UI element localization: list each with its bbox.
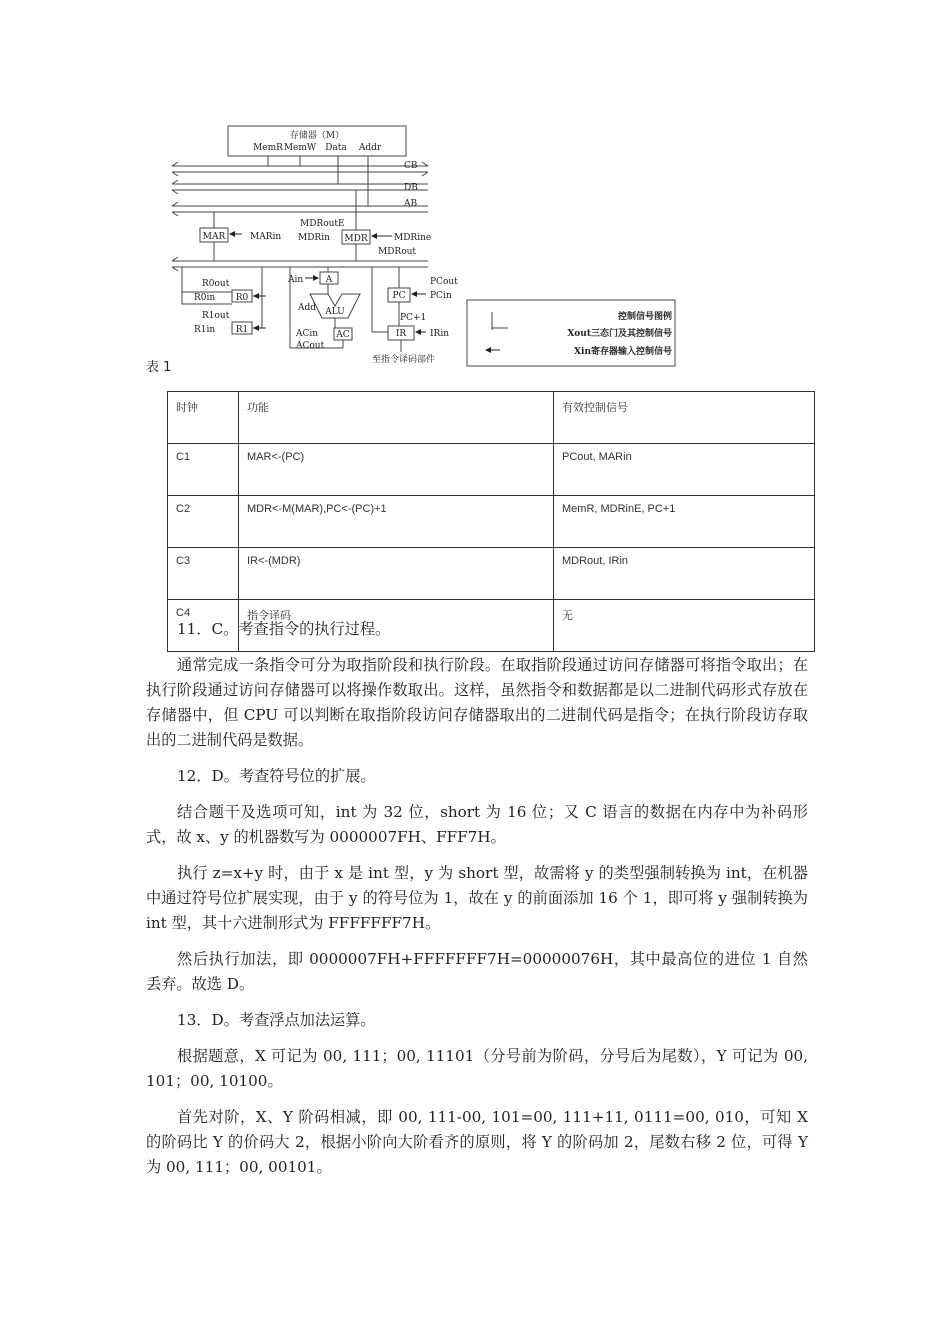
table-row	[168, 496, 815, 548]
legend-title: 控制信号图例	[617, 312, 672, 322]
r1-label: R1	[235, 325, 249, 335]
cell-signals: MemR, MDRinE, PC+1	[554, 496, 815, 548]
bus-ab-label: AB	[404, 199, 418, 209]
sig-mdroute: MDRoutE	[300, 219, 345, 229]
mdr-label: MDR	[344, 234, 368, 244]
paragraph: 结合题干及选项可知，int 为 32 位，short 为 16 位；又 C 语言的数据在内存中为补码形式，故 x、y 的机器数写为 0000007FH、FFF7H。	[146, 803, 808, 846]
datapath-diagram	[160, 122, 680, 372]
port-data: Data	[325, 143, 347, 153]
sig-mdrine: MDRine	[394, 233, 432, 243]
cell-function: MAR<-(PC)	[239, 444, 554, 496]
legend-tri: Xout三态门及其控制信号	[567, 329, 672, 339]
db-bus	[172, 180, 428, 194]
answer-heading-11: 11．C。考查指令的执行过程。	[177, 620, 391, 638]
sig-mdrout: MDRout	[378, 247, 417, 257]
answer-heading-13: 13．D。考查浮点加法运算。	[177, 1011, 376, 1029]
port-memw: MemW	[283, 143, 317, 153]
sig-r0in: R0in	[194, 293, 216, 303]
table-row	[168, 444, 815, 496]
paragraph: 执行 z=x+y 时，由于 x 是 int 型，y 为 short 型，故需将 y 的类型强制转换为 int，在机器中通过符号位扩展实现，由于 y 的符号位为 1，故在 y 的前面添加 16 个 1，即可将 y 强制转换为 int 型，其十六进制形式为 FFFFFFF7H。	[146, 864, 808, 932]
bus-cb-label: CB	[404, 161, 418, 171]
decoder-label: 至指令译码部件	[372, 355, 436, 365]
sig-pcin: PCin	[430, 291, 452, 301]
table-caption: 表 1	[146, 360, 172, 375]
cell-signals: 无	[554, 600, 815, 652]
sig-pcout: PCout	[430, 277, 458, 287]
sig-r0out: R0out	[202, 279, 230, 289]
control-signal-table	[167, 391, 815, 652]
sig-irin: IRin	[430, 329, 450, 339]
memory-label: 存储器（M）	[289, 131, 345, 141]
cell-function: 指令译码	[239, 600, 554, 652]
header-clock: 时钟	[168, 392, 239, 444]
header-function: 功能	[239, 392, 554, 444]
answer-heading-12: 12．D。考查符号位的扩展。	[177, 767, 376, 785]
ab-bus	[172, 202, 428, 216]
sig-marin: MARin	[250, 232, 282, 242]
cell-clock: C4	[168, 600, 239, 652]
pc-label: PC	[392, 291, 406, 301]
sig-r1out: R1out	[202, 311, 230, 321]
sig-acout: ACout	[296, 341, 325, 351]
sig-ain: Ain	[288, 275, 304, 285]
sig-add: Add	[298, 303, 317, 313]
cell-clock: C3	[168, 548, 239, 600]
header-signals: 有效控制信号	[554, 392, 815, 444]
table-header-row	[168, 392, 815, 444]
a-label: A	[325, 275, 333, 285]
legend-reg: Xin寄存器输入控制信号	[574, 347, 672, 357]
cell-function: IR<-(MDR)	[239, 548, 554, 600]
table-row	[168, 548, 815, 600]
ir-label: IR	[395, 329, 407, 339]
cell-signals: PCout, MARin	[554, 444, 815, 496]
sig-r1in: R1in	[194, 325, 216, 335]
ac-label: AC	[336, 330, 350, 340]
port-addr: Addr	[358, 143, 382, 153]
sig-pcplus1: PC+1	[400, 313, 427, 323]
cell-clock: C1	[168, 444, 239, 496]
mar-label: MAR	[202, 232, 226, 242]
paragraph: 首先对阶，X、Y 阶码相减，即 00, 111-00, 101=00, 111+11, 0111=00, 010，可知 X 的阶码比 Y 的价码大 2，根据小阶向大阶看齐的原则，将 Y 的阶码加 2，尾数右移 2 位，可得 Y 为 00, 111；00, 00101。	[146, 1108, 808, 1176]
sig-mdrin: MDRin	[298, 233, 330, 243]
answer-text	[146, 617, 808, 1191]
cell-clock: C2	[168, 496, 239, 548]
datapath-svg	[160, 122, 680, 372]
paragraph: 然后执行加法，即 0000007FH+FFFFFFF7H=00000076H，其中最高位的进位 1 自然丢弃。故选 D。	[146, 950, 808, 993]
bus-db-label: DB	[404, 183, 418, 193]
paragraph: 通常完成一条指令可分为取指阶段和执行阶段。在取指阶段通过访问存储器可将指令取出；在执行阶段通过访问存储器可以将操作数取出。这样，虽然指令和数据都是以二进制代码形式存放在存储器中，但 CPU 可以判断在取指阶段访问存储器取出的二进制代码是指令；在执行阶段访存取出的二进制代码是数据。	[146, 656, 808, 749]
sig-acin: ACin	[296, 329, 319, 339]
port-memr: MemR	[253, 143, 283, 153]
cell-signals: MDRout, IRin	[554, 548, 815, 600]
alu-label: ALU	[325, 307, 345, 317]
r0-label: R0	[235, 293, 249, 303]
paragraph: 根据题意，X 可记为 00, 111；00, 11101（分号前为阶码，分号后为尾数），Y 可记为 00, 101；00, 10100。	[146, 1047, 808, 1090]
internal-bus	[172, 257, 428, 271]
cell-function: MDR<-M(MAR),PC<-(PC)+1	[239, 496, 554, 548]
